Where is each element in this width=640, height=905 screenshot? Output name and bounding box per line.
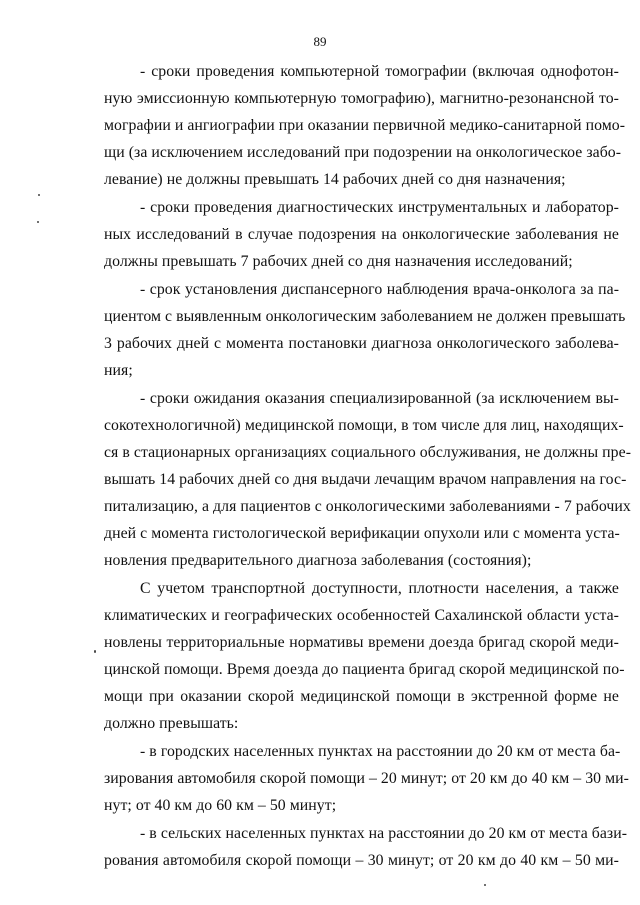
text-line: ния;: [104, 362, 133, 379]
text-line: рования автомобиля скорой помощи – 30 минут; от 20 км до 40 км – 50 ми-: [104, 852, 619, 869]
text-line: климатических и географических особенностей Сахалинской области уста-: [104, 607, 619, 624]
scan-speck: [38, 194, 40, 196]
text-line: - сроки ожидания оказания специализированной (за исключением вы-: [140, 390, 619, 407]
text-line: С учетом транспортной доступности, плотности населения, а также: [140, 580, 619, 597]
text-line: - срок установления диспансерного наблюдения врача-онколога за па-: [140, 281, 619, 298]
text-line: - в городских населенных пунктах на расстоянии до 20 км от места ба-: [140, 743, 621, 760]
text-line: щи (за исключением исследований при подозрении на онкологическое забо-: [104, 144, 622, 161]
text-line: ную эмиссионную компьютерную томографию), магнитно-резонансной то-: [104, 90, 619, 107]
text-line: левание) не должны превышать 14 рабочих дней со дня назначения;: [104, 171, 566, 188]
text-line: вышать 14 рабочих дней со дня выдачи лечащим врачом направления на гос-: [104, 471, 627, 488]
text-line: зирования автомобиля скорой помощи – 20 минут; от 20 км до 40 км – 30 ми-: [104, 770, 629, 787]
text-line: мографии и ангиографии при оказании первичной медико-санитарной помо-: [104, 117, 626, 134]
text-line: дней с момента гистологической верификации опухоли или с момента уста-: [104, 525, 620, 542]
text-line: - в сельских населенных пунктах на расстоянии до 20 км от места бази-: [140, 825, 628, 842]
text-line: должно превышать:: [104, 715, 239, 732]
scan-speck: [484, 884, 486, 886]
text-line: питализацию, а для пациентов с онкологическими заболеваниями - 7 рабочих: [104, 498, 631, 515]
text-line: должны превышать 7 рабочих дней со дня назначения исследований;: [104, 253, 573, 270]
scan-speck: [94, 650, 96, 653]
text-line: - сроки проведения компьютерной томографии (включая однофотон-: [140, 63, 619, 80]
scan-speck: [37, 221, 39, 223]
text-line: ся в стационарных организациях социального обслуживания, не должны пре-: [104, 444, 631, 461]
text-line: сокотехнологичной) медицинской помощи, в том числе для лиц, находящих-: [104, 417, 624, 434]
text-line: ных исследований в случае подозрения на онкологические заболевания не: [104, 226, 619, 243]
text-line: - сроки проведения диагностических инструментальных и лаборатор-: [140, 199, 619, 216]
text-line: мощи при оказании скорой медицинской помощи в экстренной форме не: [104, 688, 619, 705]
text-line: циентом с выявленным онкологическим заболеванием не должен превышать: [104, 308, 626, 325]
text-line: нут; от 40 км до 60 км – 50 минут;: [104, 797, 337, 814]
page-number: 89: [313, 34, 327, 49]
text-line: новлены территориальные нормативы времени доезда бригад скорой меди-: [104, 634, 619, 651]
text-line: новления предварительного диагноза заболевания (состояния);: [104, 552, 532, 569]
text-line: цинской помощи. Время доезда до пациента бригад скорой медицинской по-: [104, 661, 625, 678]
text-line: 3 рабочих дней с момента постановки диагноза онкологического заболева-: [104, 335, 619, 352]
